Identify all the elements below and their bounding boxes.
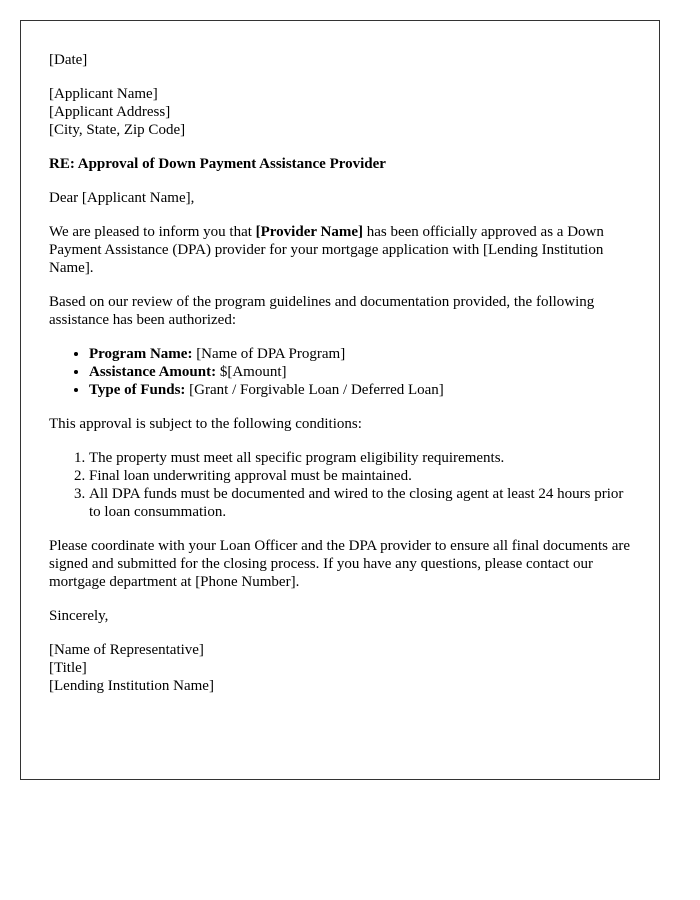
recipient-address: [Applicant Address] [49, 104, 171, 120]
assistance-item-label: Type of Funds: [89, 382, 186, 398]
signature-institution: [Lending Institution Name] [49, 678, 214, 694]
intro-paragraph [49, 223, 631, 277]
signature-block [49, 641, 631, 695]
assistance-item-value: $[Amount] [216, 364, 287, 380]
assistance-item-value: [Name of DPA Program] [192, 346, 346, 362]
closing-phrase: Sincerely, [49, 608, 109, 624]
provider-name: [Provider Name] [255, 224, 363, 240]
assistance-item-label: Assistance Amount: [89, 364, 217, 380]
letter-page [20, 20, 660, 780]
signature-name: [Name of Representative] [49, 642, 204, 658]
subject-line: RE: Approval of Down Payment Assistance Provider [49, 156, 386, 172]
conditions-list [49, 449, 631, 521]
assistance-item-value: [Grant / Forgivable Loan / Deferred Loan] [185, 382, 444, 398]
condition-item: 2. Final loan underwriting approval must be maintained. [89, 467, 631, 485]
assistance-item-fund-type [89, 381, 631, 399]
closing-paragraph: Please coordinate with your Loan Officer and the DPA provider to ensure all final documents are signed and submitted for the closing process. If you have any questions, please contact our mortgage department at [Phone Number]. [49, 538, 631, 590]
letter-date: [Date] [49, 52, 88, 68]
assistance-list [49, 345, 631, 399]
recipient-address-block [49, 85, 631, 139]
review-paragraph: Based on our review of the program guidelines and documentation provided, the following assistance has been authorized: [49, 294, 595, 328]
signature-title: [Title] [49, 660, 87, 676]
condition-item: 1. The property must meet all specific program eligibility requirements. [89, 449, 631, 467]
intro-text-before: We are pleased to inform you that [49, 224, 256, 240]
recipient-name: [Applicant Name] [49, 86, 158, 102]
recipient-city-state-zip: [City, State, Zip Code] [49, 122, 186, 138]
condition-item: 3. All DPA funds must be documented and wired to the closing agent at least 24 hours prior to loan consummation. [89, 485, 631, 521]
assistance-item-program-name [89, 345, 631, 363]
assistance-item-label: Program Name: [89, 346, 193, 362]
conditions-intro: This approval is subject to the following conditions: [49, 416, 362, 432]
intro-text-after: has been officially approved as a Down Payment Assistance (DPA) provider for your mortgage application with [Lending Institution Name]. [49, 224, 604, 276]
assistance-item-amount [89, 363, 631, 381]
salutation: Dear [Applicant Name], [49, 190, 195, 206]
